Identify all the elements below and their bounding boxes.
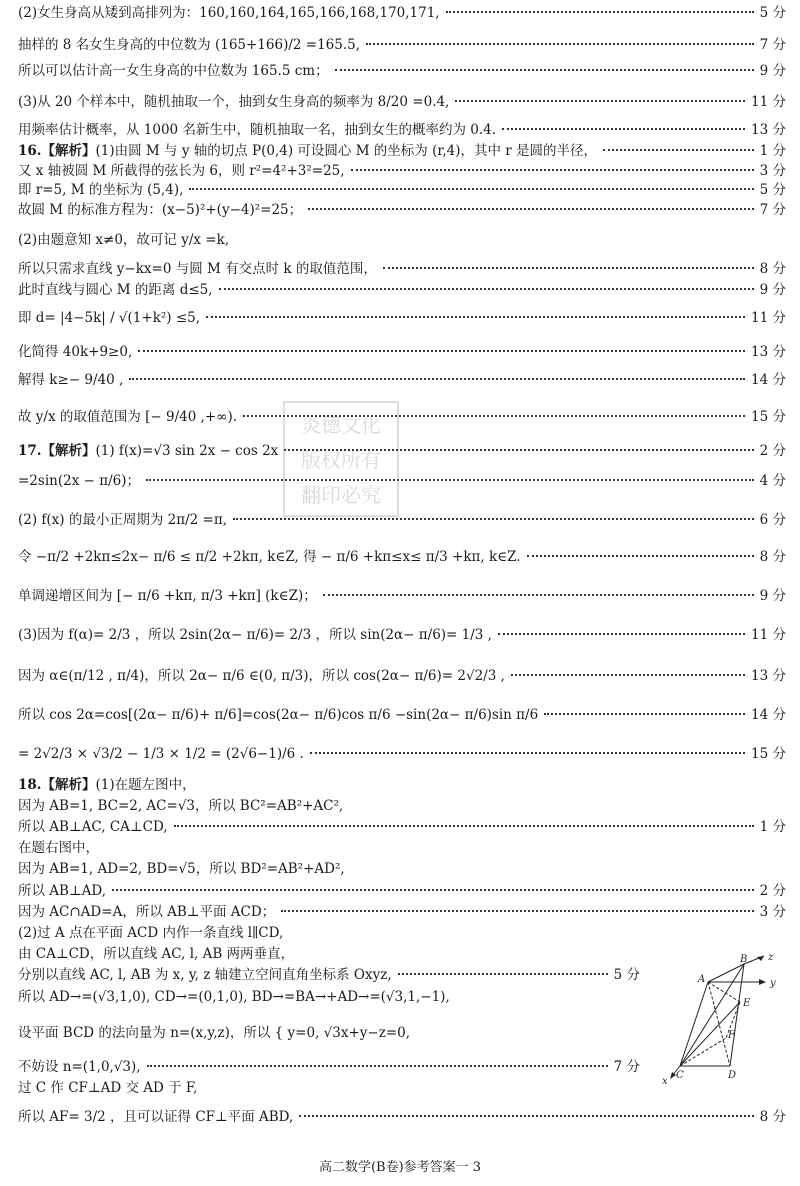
line: 故 y/x 的取值范围为 [− 9/40 ,+∞). 15 分 bbox=[18, 409, 786, 425]
watermark-stamp bbox=[282, 400, 400, 518]
line: 所以 AB⊥AC, CA⊥CD, 1 分 bbox=[18, 819, 786, 835]
line: 单调递增区间为 [− π/6 +kπ, π/3 +kπ] (k∈Z)； 9 分 bbox=[18, 588, 786, 604]
line: 因为 AC∩AD=A，所以 AB⊥平面 ACD； 3 分 bbox=[18, 904, 786, 920]
line: (2)过 A 点在平面 ACD 内作一条直线 l∥CD, bbox=[18, 925, 284, 941]
line: 所以 AB⊥AD, 2 分 bbox=[18, 883, 786, 899]
line: 用频率估计概率，从 1000 名新生中，随机抽取一名，抽到女生的概率约为 0.4. 13 分 bbox=[18, 122, 786, 138]
line: 分别以直线 AC, l, AB 为 x, y, z 轴建立空间直角坐标系 Oxyz, 5 分 bbox=[18, 967, 640, 983]
axis-y-arrow bbox=[759, 979, 766, 985]
line: 抽样的 8 名女生身高的中位数为 (165+166)/2 =165.5, 7 分 bbox=[18, 37, 786, 53]
line: 由 CA⊥CD，所以直线 AC, l, AB 两两垂直， bbox=[18, 946, 295, 962]
q16-header: 16.【解析】 (1)由圆 M 与 y 轴的切点 P(0,4) 可设圆心 M 的坐标为 (r,4)，其中 r 是圆的半径， 1 分 bbox=[18, 143, 786, 159]
line: 即 d= |4−5k| / √(1+k²) ≤5, 11 分 bbox=[18, 310, 786, 326]
line: 在题右图中， bbox=[18, 840, 99, 856]
line: (2) f(x) 的最小正周期为 2π/2 =π, 6 分 bbox=[18, 512, 786, 528]
label-f: F bbox=[728, 1030, 735, 1041]
label-c: C bbox=[676, 1070, 684, 1081]
line: (3)从 20 个样本中，随机抽取一个，抽到女生身高的频率为 8/20 =0.4, 11 分 bbox=[18, 94, 786, 110]
page-footer: 高二数学(B卷)参考答案一 3 bbox=[318, 1160, 482, 1175]
label-z: z bbox=[768, 952, 774, 963]
line: 化简得 40k+9≥0, 13 分 bbox=[18, 344, 786, 360]
edge-bd bbox=[730, 964, 744, 1066]
line: 令 −π/2 +2kπ≤2x− π/6 ≤ π/2 +2kπ, k∈Z, 得 − π/6 +kπ≤x≤ π/3 +kπ, k∈Z. 8 分 bbox=[18, 549, 786, 565]
line: 即 r=5, M 的坐标为 (5,4), 5 分 bbox=[18, 182, 786, 198]
watermark-line-3: 翻印必究 bbox=[301, 483, 381, 507]
line: 设平面 BCD 的法向量为 n=(x,y,z)，所以 { y=0, √3x+y−z=0, bbox=[18, 1025, 411, 1041]
line: 不妨设 n=(1,0,√3), 7 分 bbox=[18, 1059, 640, 1075]
line: (3)因为 f(α)= 2/3 ，所以 2sin(2α− π/6)= 2/3 ，所以 sin(2α− π/6)= 1/3 , 11 分 bbox=[18, 627, 786, 643]
line: 因为 α∈(π/12 , π/4)，所以 2α− π/6 ∈(0, π/3)，所以 cos(2α− π/6)= 2√2/3 , 13 分 bbox=[18, 668, 786, 684]
line: 因为 AB=1, AD=2, BD=√5，所以 BD²=AB²+AD², bbox=[18, 861, 345, 877]
line: 解得 k≥− 9/40 , 14 分 bbox=[18, 372, 786, 388]
line: = 2√2/3 × √3/2 − 1/3 × 1/2 = (2√6−1)/6 . 15 分 bbox=[18, 746, 786, 762]
line: 所以 AF= 3/2 ，且可以证得 CF⊥平面 ABD, 8 分 bbox=[18, 1109, 786, 1125]
label-e: E bbox=[743, 998, 751, 1009]
line: 此时直线与圆心 M 的距离 d≤5, 9 分 bbox=[18, 282, 786, 298]
label-b: B bbox=[740, 954, 748, 965]
line: (2)由题意知 x≠0，故可记 y/x =k, bbox=[18, 232, 230, 248]
label-a: A bbox=[698, 974, 706, 985]
watermark-line-1: 炎德文化 bbox=[301, 413, 381, 437]
line: 所以可以估计高一女生身高的中位数为 165.5 cm； 9 分 bbox=[18, 63, 786, 79]
edge-ca bbox=[680, 982, 708, 1066]
line: (2)女生身高从矮到高排列为：160,160,164,165,166,168,170,171, 5 分 bbox=[18, 5, 786, 21]
line: 故圆 M 的标准方程为：(x−5)²+(y−4)²=25； 7 分 bbox=[18, 202, 786, 218]
label-y: y bbox=[770, 978, 776, 989]
line: 所以 AD→=(√3,1,0), CD→=(0,1,0), BD→=BA→+AD→=(√3,1,−1), bbox=[18, 989, 450, 1005]
line: 所以只需求直线 y−kx=0 与圆 M 有交点时 k 的取值范围， 8 分 bbox=[18, 261, 786, 277]
watermark-line-2: 版权所有 bbox=[301, 448, 381, 472]
geometry-figure bbox=[660, 952, 790, 1087]
edge-bc bbox=[680, 964, 744, 1066]
line: 又 x 轴被圆 M 所截得的弦长为 6，则 r²=4²+3²=25, 3 分 bbox=[18, 163, 786, 179]
label-d: D bbox=[728, 1070, 737, 1081]
line: 所以 cos 2α=cos[(2α− π/6)+ π/6]=cos(2α− π/6)cos π/6 −sin(2α− π/6)sin π/6 14 分 bbox=[18, 707, 786, 723]
label-x: x bbox=[662, 1076, 668, 1087]
q18-header: 18.【解析】 (1)在题左图中， bbox=[18, 777, 196, 793]
edge-cf bbox=[680, 1038, 726, 1066]
q17-header: 17.【解析】 (1) f(x)=√3 sin 2x − cos 2x 2 分 bbox=[18, 443, 786, 459]
line: 过 C 作 CF⊥AD 交 AD 于 F, bbox=[18, 1080, 198, 1096]
line: =2sin(2x − π/6)； 4 分 bbox=[18, 473, 786, 489]
line: 因为 AB=1, BC=2, AC=√3，所以 BC²=AB²+AC², bbox=[18, 798, 344, 814]
